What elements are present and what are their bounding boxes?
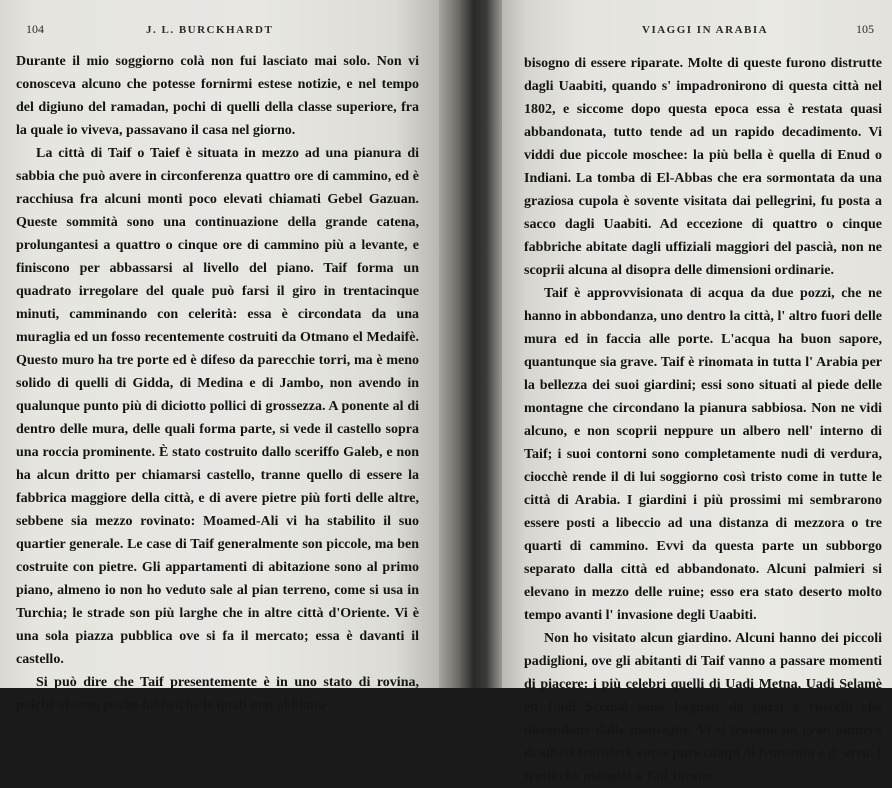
paragraph: Si può dire che Taif presentemente è in uno stato di rovina, poichè vi sono poche fabbriche le quali non abbiano bbox=[16, 675, 419, 713]
book-gutter bbox=[439, 0, 502, 688]
left-page bbox=[0, 0, 439, 713]
left-page-body bbox=[16, 50, 419, 717]
right-page-header bbox=[524, 12, 882, 34]
paragraph: bisogno di essere riparate. Molte di queste furono distrutte dagli Uaabiti, quando s' impadronirono di questa città nel 1802, e siccome dopo questa epoca essa è restata quasi abbandonata, tutto tende ad un rapido decadimento. Vi viddi due piccole moschee: la più bella è quella di Enud o Indiani. La tomba di El-Abbas che era sormontata da una graziosa cupola è sovente visitata dai pellegrini, fu posta a sacco dagli Uaabiti. Ad eccezione di quattro o cinque fabbriche abitate dagli uffiziali maggiori del pascià, non ne scoprii alcuna al disopra delle dimensioni ordinarie. bbox=[524, 56, 882, 278]
right-page-number: 105 bbox=[856, 22, 874, 36]
paragraph: Taif è approvvisionata di acqua da due pozzi, che ne hanno in abbondanza, uno dentro la città, l' altro fuori delle mura ed in faccia alle porte. L'acqua ha buon sapore, quantunque sia grave. Taif è rinomata in tutta l' Arabia per la bellezza dei suoi giardini; essi sono situati al piede delle montagne che circondano la pianura sabbiosa. Non ne vidi alcuno, e non scoprii neppure un albero nell' interno di Taif; i suoi contorni sono completamente nudi di verdura, ciocchè rende il di lui soggiorno così tristo come in tutte le città di Arabia. I giardini i più prossimi mi sembrarono essere posti a libeccio ad una distanza di mezzora o tre quarti di cammino. Evvi da questa parte un subborgo separato dalla città ed abbandonato. Alcuni palmieri si elevano in mezzo delle ruine; esso era stato deserto molto tempo avanti l' invasione degli Uaabiti. bbox=[524, 286, 882, 623]
left-page-number: 104 bbox=[26, 22, 44, 36]
left-running-title: J. L. BURCKHARDT bbox=[146, 24, 274, 36]
right-page-body bbox=[524, 52, 882, 788]
paragraph: Durante il mio soggiorno colà non fui lasciato mai solo. Non vi conosceva alcuno che potesse fornirmi estese notizie, e nel tempo del digiuno del ramadan, pochi di quelli della classe superiore, fra la quale io viveva, passavano il casa nel giorno. bbox=[16, 54, 419, 138]
right-page bbox=[502, 0, 892, 784]
left-page-header bbox=[16, 12, 419, 34]
paragraph: Non ho visitato alcun giardino. Alcuni hanno dei piccoli padiglioni, ove gli abitanti di Taif vanno a passare momenti di piacere: i più celebri quelli di Uadi Metna, Uadi Selamè ed Uadi Scemal sono bagnati da pozzi e ruscelli che discendono dalle montagne. Vi si trovano un gran numero di alberi fruttiferi, come pure campi di frumento e d' orzo. I frutti che mangiai a Taif furono bbox=[524, 631, 882, 784]
right-running-title: VIAGGI IN ARABIA bbox=[642, 24, 769, 36]
paragraph: La città di Taif o Taief è situata in mezzo ad una pianura di sabbia che può avere in circonferenza quattro ore di cammino, ed è racchiusa fra alcuni monti poco elevati chiamati Gebel Gazuan. Queste sommità sono una continuazione della grande catena, prolungantesi a quattro o cinque ore di cammino più a levante, e finiscono per abbassarsi al livello del piano. Taif forma un quadrato irregolare del quale può farsi il giro in trentacinque minuti, camminando con celerità: essa è circondata da una muraglia ed un fosso recentemente costruiti da Otmano el Medaifè. Questo muro ha tre porte ed è difeso da parecchie torri, ma è meno solido di quelli di Gidda, di Medina e di Jambo, non avendo in qualunque punto più di diciotto pollici di grossezza. A ponente al di dentro delle mura, delle quali forma parte, si vede il castello sopra una roccia prominente. È stato costruito dallo sceriffo Galeb, e non ha alcun dritto per chiamarsi castello, tranne quello di essere la fabbrica maggiore della città, e di avere pietre più forti delle altre, sebbene sia mezzo rovinato: Moamed-Ali vi ha stabilito il suo quartier generale. Le case di Taif generalmente son piccole, ma ben costruite con pietre. Gli appartamenti di abitazione sono al primo piano, almeno io non ho veduto sale al pian terreno, come si usa in Turchia; le strade son più larghe che in altre città d'Oriente. Vi è una sola piazza pubblica ove si fa il mercato; essa è davanti il castello. bbox=[16, 146, 419, 667]
